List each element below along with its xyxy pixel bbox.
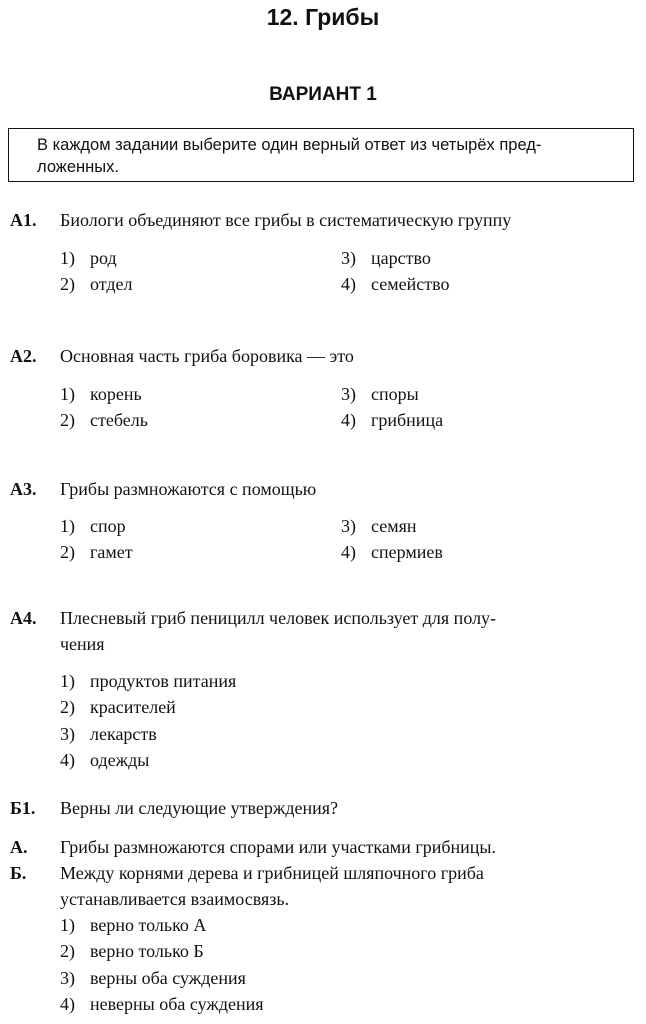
question-text: Биологи объединяют все грибы в систематическую группу — [60, 210, 512, 230]
option-a4-4[interactable]: 4) одежды — [60, 750, 150, 770]
option-a1-1[interactable]: 1) род — [60, 248, 117, 268]
statement-text-line-2: устанавливается взаимосвязь. — [60, 889, 290, 909]
option-a2-2[interactable]: 2) стебель — [60, 410, 148, 430]
option-a3-4[interactable]: 4) спермиев — [341, 542, 443, 562]
option-b1-2[interactable]: 2) верно только Б — [60, 941, 204, 961]
statement-text-line-1: Между корнями дерева и грибницей шляпочного гриба — [60, 863, 484, 883]
option-a2-4[interactable]: 4) грибница — [341, 410, 444, 430]
question-number: А1. — [10, 210, 37, 230]
option-a1-4[interactable]: 4) семейство — [341, 274, 450, 294]
question-text-line-1: Плесневый гриб пеницилл человек использует для полу- — [60, 608, 497, 628]
question-number: А3. — [10, 479, 37, 499]
variant-heading: ВАРИАНТ 1 — [269, 84, 377, 105]
question-text: Основная часть гриба боровика — это — [60, 346, 354, 366]
option-b1-3[interactable]: 3) верны оба суждения — [60, 968, 246, 988]
option-a1-3[interactable]: 3) царство — [341, 248, 431, 268]
page-title: 12. Грибы — [266, 4, 380, 30]
option-a1-2[interactable]: 2) отдел — [60, 274, 133, 294]
instruction-line-2: ложенных. — [37, 158, 119, 176]
question-text-line-2: чения — [60, 634, 105, 654]
option-a3-3[interactable]: 3) семян — [341, 516, 417, 536]
option-a2-1[interactable]: 1) корень — [60, 384, 142, 404]
option-b1-4[interactable]: 4) неверны оба суждения — [60, 994, 264, 1014]
instruction-box — [8, 128, 634, 182]
question-number: Б1. — [10, 798, 36, 818]
option-a2-3[interactable]: 3) споры — [341, 384, 419, 404]
option-a3-2[interactable]: 2) гамет — [60, 542, 133, 562]
option-a4-2[interactable]: 2) красителей — [60, 697, 176, 717]
question-text: Грибы размножаются с помощью — [60, 479, 317, 499]
statement-label: А. — [10, 837, 28, 857]
question-number: А4. — [10, 608, 37, 628]
option-b1-1[interactable]: 1) верно только А — [60, 915, 207, 935]
statement-text: Грибы размножаются спорами или участками грибницы. — [60, 837, 496, 857]
question-number: А2. — [10, 346, 37, 366]
instruction-line-1: В каждом задании выберите один верный ответ из четырёх пред- — [37, 136, 542, 154]
option-a4-1[interactable]: 1) продуктов питания — [60, 671, 237, 691]
option-a4-3[interactable]: 3) лекарств — [60, 724, 157, 744]
option-a3-1[interactable]: 1) спор — [60, 516, 126, 536]
statement-label: Б. — [10, 863, 27, 883]
question-text: Верны ли следующие утверждения? — [60, 798, 339, 818]
